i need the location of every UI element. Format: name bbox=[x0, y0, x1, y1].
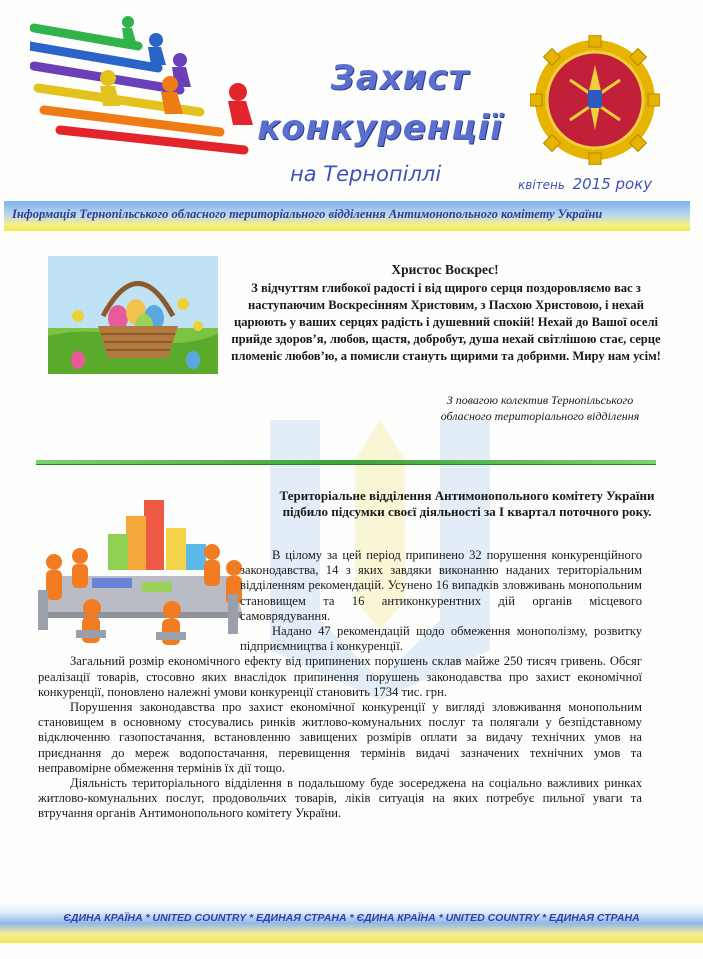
section-divider bbox=[36, 460, 656, 465]
signature-line-2: обласного територіального відділення bbox=[440, 409, 640, 423]
newsletter-title-line1: Захист bbox=[330, 58, 470, 98]
easter-heading: Христос Воскрес! bbox=[391, 262, 499, 277]
article-paragraph-2: Надано 47 рекомендацій щодо обмеження монополізму, розвитку підприємництва і конкуренції. bbox=[240, 624, 642, 654]
signature-line-1: З повагою колектив Тернопільського bbox=[446, 393, 634, 407]
greeting-signature bbox=[400, 392, 680, 424]
info-banner-text: Інформація Тернопільського обласного територіального відділення Антимонопольного комітету України bbox=[12, 207, 603, 221]
issue-year: 2015 року bbox=[572, 175, 653, 193]
article-paragraph-5: Діяльність територіального відділення в подальшому буде зосереджена на соціально важливих ринках житлово-комунальних послуг, продовольчих товарів, ліків ситуація на яких потребує пильної уваги та втручання органів Антимонопольного комітету України. bbox=[38, 776, 642, 821]
footer-slogan: ЄДИНА КРАЇНА * UNITED COUNTRY * ЕДИНАЯ СТРАНА * ЄДИНА КРАЇНА * UNITED COUNTRY * ЕДИНАЯ СТРАНА bbox=[63, 912, 640, 924]
easter-greeting: З відчуттям глибокої радості і від щирого серця поздоровляємо вас з наступаючим Воскресінням Христовим, з Пасхою Христовою, і нехай царюють у ваших серцях радість і душевний спокій! Нехай до Вашої оселі прийде здоров’я, любов, щастя, добробут, душа нехай світлішою стає, серце пломеніє любов’ю, а помисли стануть щирими та добрими. Миру нам усім! bbox=[231, 281, 661, 363]
easter-basket-image bbox=[48, 256, 218, 374]
newsletter-subtitle: на Тернопіллі bbox=[290, 162, 442, 186]
article-paragraph-4: Порушення законодавства про захист економічної конкуренції у вигляді зловживання монопольним становищем в основному стосувались ринків житлово-комунальних послуг та полягали у безпідставному відключенню газопостачання, встановленню завищених розмірів оплати за видачу технічних умов на приєднання до мереж водопостачання, перевищення термінів видачі зазначених технічних умов та неправомірне обмеження термінів їх дії тощо. bbox=[38, 700, 642, 775]
article-title: Територіальне відділення Антимонопольного комітету України підбило підсумки своєї діяльності за І квартал поточного року. bbox=[279, 488, 655, 519]
newsletter-title-line2: конкуренції bbox=[257, 108, 503, 148]
article-paragraph-3: Загальний розмір економічного ефекту від припинених порушень склав майже 250 тисяч гривень. Обсяг реалізації товарів, стосовно яких внаслідок припинення порушень законодавства про захист економічної конкуренції, поновлено належні умови конкуренції становить 1734 тис. грн. bbox=[38, 654, 642, 699]
runners-logo-image bbox=[30, 12, 260, 162]
article-body bbox=[38, 548, 642, 822]
article-paragraph-1: В цілому за цей період припинено 32 порушення конкуренційного законодавства, 14 з яких завдяки виконанню наданих територіальним відділенням рекомендацій. Усунено 16 випадків зловживань монопольним становищем та 16 антиконкурентних дій органів місцевого самоврядування. bbox=[240, 548, 642, 623]
issue-month: квітень bbox=[518, 178, 565, 192]
committee-emblem-icon bbox=[530, 35, 660, 165]
issue-date bbox=[518, 175, 688, 193]
